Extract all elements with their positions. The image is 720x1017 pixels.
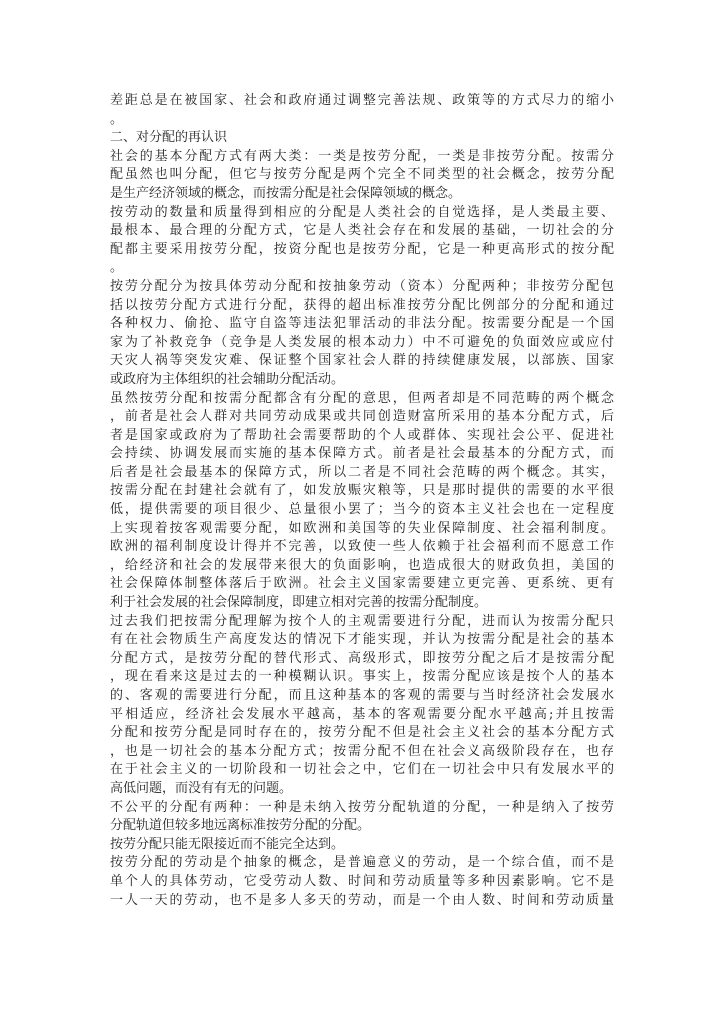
text-line: 配都主要采用按劳分配，按资分配也是按劳分配，它是一种更高形式的按分配 — [110, 241, 614, 257]
text-line: 会持续、协调发展而实施的基本保障方式。前者是社会最基本的分配方式，而 — [110, 446, 614, 462]
text-line: 的、客观的需要进行分配，而且这种基本的客观的需要与当时经济社会发展水 — [110, 688, 614, 703]
text-line: 者是国家或政府为了帮助社会需要帮助的个人或群体、实现社会公平、促进社 — [110, 427, 614, 443]
text-line: 最根本、最合理的分配方式，它是人类社会存在和发展的基础，一切社会的分 — [110, 223, 614, 239]
text-line: 一人一天的劳动，也不是多人多天的劳动，而是一个由人数、时间和劳动质量 — [110, 892, 614, 908]
text-line: 有在社会物质生产高度发达的情况下才能实现，并认为按需分配是社会的基本 — [110, 632, 614, 648]
text-line: ，给经济和社会的发展带来很大的负面影响，也造成很大的财政负担，美国的 — [110, 557, 614, 573]
text-line: 虽然按劳分配和按需分配都含有分配的意思，但两者却是不同范畴的两个概念 — [110, 390, 614, 406]
text-line: 过去我们把按需分配理解为按个人的主观需要进行分配，进而认为按需分配只 — [110, 613, 614, 629]
text-line: 是生产经济领域的概念，而按需分配是社会保障领域的概念。 — [110, 185, 462, 201]
text-line: 欧洲的福利制度设计得并不完善，以致使一些人依赖于社会福利而不愿意工作 — [110, 539, 614, 555]
text-line: 括以按劳分配方式进行分配，获得的超出标准按劳分配比例部分的分配和通过 — [110, 297, 614, 313]
text-line: 二、对分配的再认识 — [110, 130, 228, 146]
text-line: 后者是社会最基本的保障方式，所以二者是不同社会范畴的两个概念。其实， — [110, 464, 614, 480]
text-line: 社会的基本分配方式有两大类：一类是按劳分配，一类是非按劳分配。按需分 — [110, 148, 614, 164]
text-line: ，也是一切社会的基本分配方式；按需分配不但在社会义高级阶段存在，也存 — [110, 743, 614, 759]
text-line: 按需分配在封建社会就有了，如发放赈灾粮等，只是那时提供的需要的水平很 — [110, 483, 614, 499]
text-line: 差距总是在被国家、社会和政府通过调整完善法规、政策等的方式尽力的缩小 — [110, 93, 614, 108]
text-line: 按劳动的数量和质量得到相应的分配是人类社会的自觉选择，是人类最主要、 — [110, 204, 614, 220]
text-line: 家为了补救竞争（竞争是人类发展的根本动力）中不可避免的负面效应或应付 — [110, 334, 614, 350]
text-line: 。 — [110, 111, 124, 127]
text-line: 在于社会主义的一切阶段和一切社会之中，它们在一切社会中只有发展水平的 — [110, 762, 614, 778]
text-line: 低，提供需要的项目很少、总量很小罢了；当今的资本主义社会也在一定程度 — [110, 502, 614, 518]
text-line: 上实现着按客观需要分配，如欧洲和美国等的失业保障制度、社会福利制度。 — [110, 520, 614, 536]
text-line: 按劳分配只能无限接近而不能完全达到。 — [110, 836, 345, 852]
text-line: 高低问题，而没有有无的问题。 — [110, 780, 293, 796]
text-line: ，前者是社会人群对共同劳动成果或共同创造财富所采用的基本分配方式，后 — [110, 409, 614, 425]
text-line: ，现在看来这是过去的一种模糊认识。事实上，按需分配应该是按个人的基本 — [110, 669, 614, 685]
text-line: 不公平的分配有两种：一种是未纳入按劳分配轨道的分配，一种是纳入了按劳 — [110, 799, 614, 815]
text-line: 分配方式，是按劳分配的替代形式、高级形式，即按劳分配之后才是按需分配 — [110, 650, 614, 666]
text-line: 。 — [110, 260, 124, 276]
text-line: 天灾人祸等突发灾难、保证整个国家社会人群的持续健康发展，以部族、国家 — [110, 353, 614, 369]
text-line: 配虽然也叫分配，但它与按劳分配是两个完全不同类型的社会概念，按劳分配 — [110, 167, 614, 183]
text-line: 社会保障体制整体落后于欧洲。社会主义国家需要建立更完善、更系统、更有 — [110, 576, 614, 592]
text-line: 分配和按劳分配是同时存在的，按劳分配不但是社会主义社会的基本分配方式 — [110, 725, 614, 741]
text-line: 利于社会发展的社会保障制度，即建立相对完善的按需分配制度。 — [110, 595, 488, 611]
text-line: 各种权力、偷抢、监守自盗等违法犯罪活动的非法分配。按需要分配是一个国 — [110, 316, 614, 332]
text-line: 按劳分配的劳动是个抽象的概念，是普遍意义的劳动，是一个综合值，而不是 — [110, 855, 614, 871]
text-line: 分配轨道但较多地远离标准按劳分配的分配。 — [110, 818, 371, 834]
text-line: 单个人的具体劳动，它受劳动人数、时间和劳动质量等多种因素影响。它不是 — [110, 873, 614, 889]
text-line: 平相适应，经济社会发展水平越高，基本的客观需要分配水平越高;并且按需 — [110, 706, 614, 722]
text-line: 或政府为主体组织的社会辅助分配活动。 — [110, 371, 345, 387]
text-line: 按劳分配分为按具体劳动分配和按抽象劳动（资本）分配两种；非按劳分配包 — [110, 278, 614, 294]
